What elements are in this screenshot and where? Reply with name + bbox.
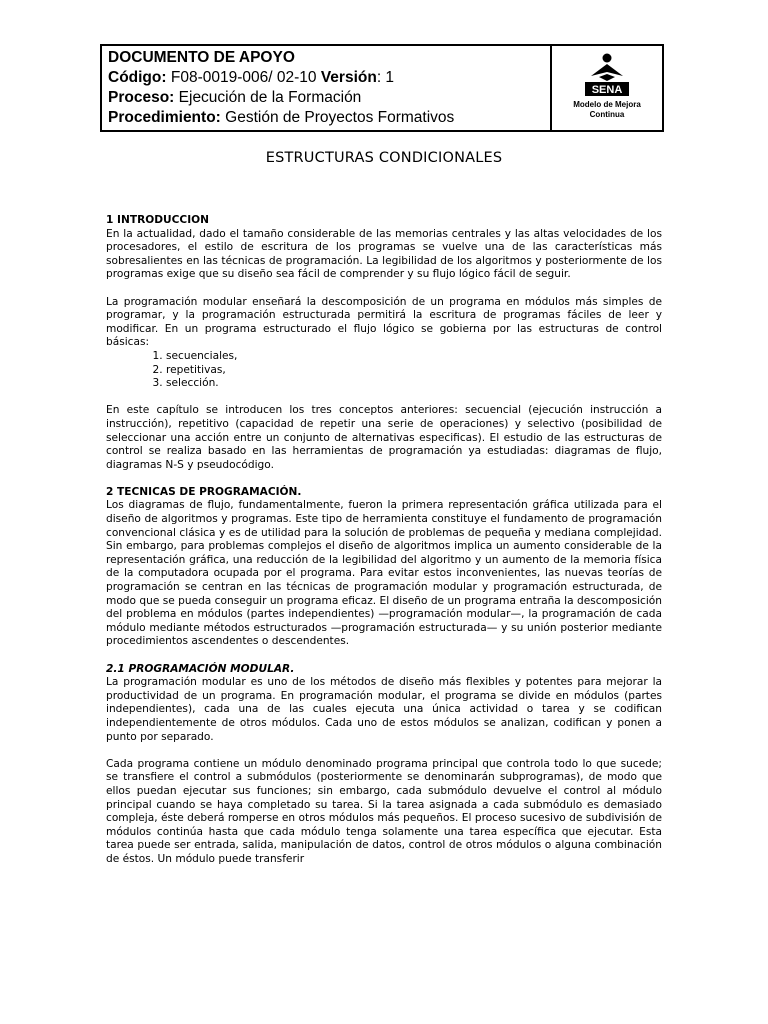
paragraph: La programación modular enseñará la descomposición de un programa en módulos más simples de programar, y la programación estructurada permitirá la escritura de programas fáciles de leer y modificar. En un programa estructurado el flujo lógico se gobierna por las estructuras de control básicas: — [106, 295, 662, 349]
logo-caption-line-1: Modelo de Mejora — [573, 100, 641, 109]
codigo-value: F08-0019-006/ 02-10 — [170, 69, 317, 86]
logo-caption — [573, 100, 641, 120]
codigo-label: Código: — [108, 69, 167, 86]
list-item: 1. secuenciales, — [166, 350, 662, 364]
document-body — [106, 214, 662, 880]
logo-caption-line-2: Continua — [589, 110, 625, 119]
doc-type: DOCUMENTO DE APOYO — [108, 49, 295, 66]
logo-text: SENA — [591, 84, 623, 96]
section-heading: 1 INTRODUCCION — [106, 214, 210, 226]
sena-logo-icon — [577, 52, 637, 98]
list-item: 3. selección. — [166, 377, 662, 391]
proceso-value: Ejecución de la Formación — [178, 89, 362, 106]
procedimiento-value: Gestión de Proyectos Formativos — [225, 109, 455, 126]
version-label: Versión — [320, 69, 377, 86]
list-item: 2. repetitivas, — [166, 364, 662, 378]
document-header — [100, 44, 664, 132]
header-info — [102, 46, 552, 130]
version-value: : 1 — [376, 69, 395, 86]
document-title: ESTRUCTURAS CONDICIONALES — [265, 150, 503, 166]
paragraph: En este capítulo se introducen los tres conceptos anteriores: secuencial (ejecución instrucción a instrucción), repetitivo (capacidad de repetir una serie de operaciones) y selectivo (posibilidad de seleccionar una acción entre un conjunto de alternativas especificas). El estudio de las estructuras de control se realiza basado en las herramientas de programación ya estudiadas: diagramas de flujo, diagramas N-S y pseudocódigo. — [106, 404, 662, 471]
procedimiento-label: Procedimiento: — [108, 109, 221, 126]
proceso-label: Proceso: — [108, 89, 175, 106]
paragraph: La programación modular es uno de los métodos de diseño más flexibles y potentes para mejorar la productividad de un programa. En programación modular, el programa se divide en módulos (partes independientes), cada una de las cuales ejecuta una única actividad o tarea y se codifican independientemente de otros módulos. Cada uno de estos módulos se analizan, codifican y ponen a punto por separado. — [106, 676, 662, 743]
paragraph: Cada programa contiene un módulo denominado programa principal que controla todo lo que sucede; se transfiere el control a submódulos (posteriormente se denominarán subprogramas), de modo que ellos puedan ejecutar sus funciones; sin embargo, cada submódulo devuelve el control al módulo principal cuando se haya completado su tarea. Si la tarea asignada a cada submódulo es demasiado compleja, éste deberá romperse en otros módulos más pequeños. El proceso sucesivo de subdivisión de módulos continúa hasta que cada módulo tenga solamente una tarea específica que ejecutar. Esta tarea puede ser entrada, salida, manipulación de datos, control de otros módulos o alguna combinación de éstos. Un módulo puede transferir — [106, 757, 662, 865]
subsection-heading: 2.1 PROGRAMACIÓN MODULAR. — [106, 662, 295, 675]
paragraph: En la actualidad, dado el tamaño considerable de las memorias centrales y las altas velocidades de los procesadores, el estilo de escritura de los programas se vuelve una de las características más sobresalientes en las técnicas de programación. La legibilidad de los algoritmos y posteriormente de los programas exige que su diseño sea fácil de comprender y su flujo lógico fácil de seguir. — [106, 227, 662, 281]
control-structures-list — [106, 350, 662, 391]
logo-box — [552, 46, 662, 130]
section-heading: 2 TECNICAS DE PROGRAMACIÓN. — [106, 485, 302, 498]
paragraph: Los diagramas de flujo, fundamentalmente, fueron la primera representación gráfica utilizada para el diseño de algoritmos y programas. Este tipo de herramienta constituye el fundamento de programación convencional clásica y es de utilidad para la solución de problemas de pequeña y mediana complejidad. Sin embargo, para problemas complejos el diseño de algoritmos implica un aumento considerable de la representación gráfica, una reducción de la legibilidad del algoritmo y un aumento de la memoria física de la computadora ocupada por el programa. Para evitar estos inconvenientes, las nuevas teorías de programación se centran en las técnicas de programación modular y programación estructurada, de modo que se pueda conseguir un programa eficaz. El diseño de un programa entraña la descomposición del problema en módulos (partes independientes) —programación modular—, la programación de cada módulo mediante métodos estructurados —programación estructurada— y su unión posterior mediante procedimientos ascendentes o descendentes. — [106, 499, 662, 648]
